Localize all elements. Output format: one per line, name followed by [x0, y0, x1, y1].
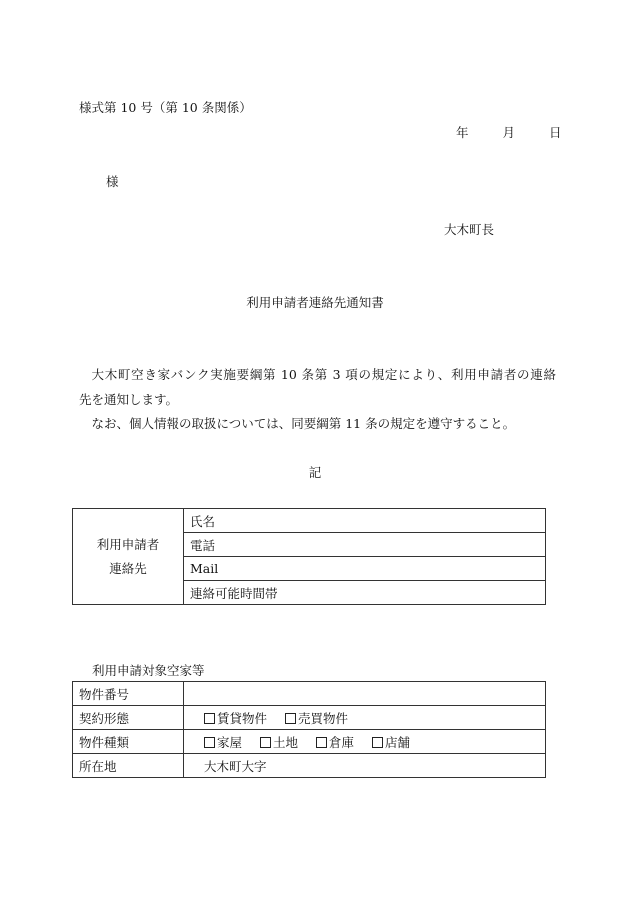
option-label: 売買物件: [298, 710, 349, 726]
contact-name-field[interactable]: 氏名: [184, 509, 546, 533]
property-number-input[interactable]: [184, 682, 546, 706]
option-label: 店舗: [385, 734, 411, 750]
contact-hours-field[interactable]: 連絡可能時間帯: [184, 581, 546, 605]
table-row: [73, 682, 546, 706]
property-type-options: [184, 730, 546, 754]
property-table: [72, 681, 546, 778]
ki-label: 記: [308, 465, 322, 480]
body-line-2: 先を通知します。: [79, 391, 179, 407]
contact-group-header: [73, 509, 184, 605]
contact-group-label-1: 利用申請者: [96, 536, 160, 552]
property-section-caption: 利用申請対象空家等: [92, 663, 205, 678]
checkbox-option-warehouse[interactable]: [316, 733, 354, 751]
date-line: [456, 123, 562, 141]
table-row: [73, 754, 546, 778]
contract-type-label: 契約形態: [73, 706, 184, 730]
property-number-label: 物件番号: [73, 682, 184, 706]
date-year: 年: [456, 125, 469, 140]
recipient-suffix: 様: [106, 174, 119, 189]
checkbox-icon[interactable]: [316, 737, 327, 748]
document-title: 利用申請者連絡先通知書: [246, 295, 384, 310]
table-row: [73, 730, 546, 754]
contact-table: [72, 508, 546, 605]
form-number: 様式第 10 号（第 10 条関係）: [79, 100, 252, 115]
contract-type-options: [184, 706, 546, 730]
checkbox-icon[interactable]: [260, 737, 271, 748]
body-line-3: なお、個人情報の取扱については、同要綱第 11 条の規定を遵守すること。: [91, 416, 516, 431]
checkbox-icon[interactable]: [204, 737, 215, 748]
checkbox-option-rental[interactable]: [204, 709, 267, 727]
body-line-1: 大木町空き家バンク実施要綱第 10 条第 3 項の規定により、利用申請者の連絡: [91, 367, 556, 382]
checkbox-option-sale[interactable]: [285, 709, 348, 727]
issuer: 大木町長: [444, 222, 495, 237]
contact-mail-field[interactable]: Mail: [184, 557, 546, 581]
table-row: [73, 706, 546, 730]
checkbox-option-shop[interactable]: [372, 733, 410, 751]
location-label: 所在地: [73, 754, 184, 778]
option-label: 倉庫: [329, 734, 355, 750]
date-month: 月: [502, 125, 516, 140]
checkbox-icon[interactable]: [285, 713, 296, 724]
checkbox-option-house[interactable]: [204, 733, 242, 751]
body-text: [79, 363, 556, 437]
property-type-label: 物件種類: [73, 730, 184, 754]
contact-phone-field[interactable]: 電話: [184, 533, 546, 557]
date-day: 日: [549, 125, 562, 140]
checkbox-icon[interactable]: [372, 737, 383, 748]
location-input[interactable]: 大木町大字: [184, 754, 546, 778]
checkbox-option-land[interactable]: [260, 733, 298, 751]
contact-group-label-2: 連絡先: [109, 560, 147, 576]
option-label: 家屋: [217, 734, 243, 750]
option-label: 賃貸物件: [217, 710, 268, 726]
checkbox-icon[interactable]: [204, 713, 215, 724]
table-row: [73, 509, 546, 533]
option-label: 土地: [273, 734, 299, 750]
